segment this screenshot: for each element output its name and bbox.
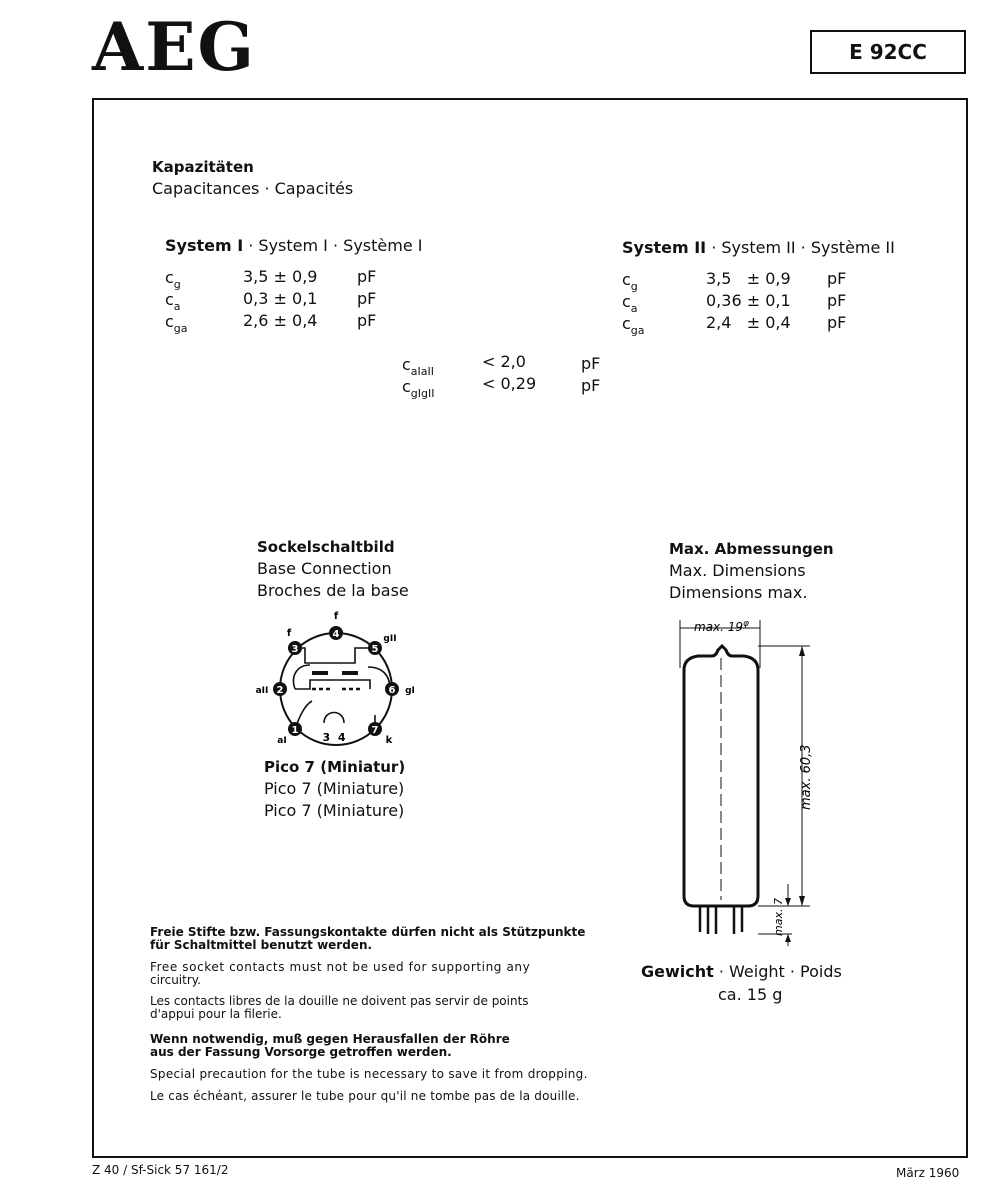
system1-row-ca-symbol: $c_a$ [165,290,181,313]
dimensions-title-fr: Dimensions max. [669,583,808,602]
system2-heading-rest: · System II · Système II [706,238,895,257]
system2-row-cga-unit: pF [827,313,847,332]
svg-text:6: 6 [388,685,396,696]
system1-row-cga-unit: pF [357,311,377,330]
pin-3 [287,628,302,655]
tube-type-box: E 92CC [810,30,966,74]
pin-6 [385,682,415,696]
system2-row-ca-unit: pF [827,291,847,310]
note1-en-line2: circuitry. [150,973,201,987]
base-title-de: Sockelschaltbild [257,538,395,556]
svg-text:aII: aII [255,686,269,696]
inter-row-gg-unit: pF [581,376,601,395]
note2-de-line2: aus der Fassung Vorsorge getroffen werden. [150,1045,452,1059]
socket-name-de: Pico 7 (Miniatur) [264,758,406,776]
inter-row-gg-symbol: $c_{gIgII}$ [402,377,435,400]
capacitances-title-de: Kapazitäten [152,158,254,176]
system1-row-cga-symbol: $c_{ga}$ [165,312,188,335]
inner-pin-label: 3 4 [322,731,346,744]
inter-row-aa-unit: pF [581,354,601,373]
diameter-label: max. $19^\varphi$ [694,619,749,634]
grid-I [312,671,328,675]
capacitances-title-en-fr: Capacitances · Capacités [152,179,354,198]
weight-heading-rest: · Weight · Poids [713,962,842,981]
inter-row-gg-value: < 0,29 [482,374,537,393]
system2-heading-bold: System II [622,238,707,257]
tube-pins [700,906,742,934]
system1-row-ca-value: 0,3 ± 0,1 [243,289,318,308]
svg-text:2: 2 [276,685,284,696]
note1-fr-line2: d'appui pour la filerie. [150,1007,282,1021]
system1-heading [165,236,422,255]
system1-row-ca-unit: pF [357,289,377,308]
system2-row-cg-symbol: $c_g$ [622,270,638,293]
system2-row-cga-value: 2,4 ± 0,4 [706,313,791,332]
svg-text:4: 4 [332,629,340,640]
electrode-lines [293,648,390,729]
system2-heading [622,238,895,257]
tube-outline-drawing [660,610,820,950]
svg-text:3: 3 [291,644,299,655]
system2-row-ca-value: 0,36 ± 0,1 [706,291,791,310]
pin-1 [277,722,302,746]
brand-logo: AEG [92,8,256,86]
dimensions-title-en: Max. Dimensions [669,561,806,580]
base-title-fr: Broches de la base [257,581,409,600]
svg-text:f: f [286,628,292,639]
svg-text:gII: gII [383,634,397,644]
svg-text:gI: gI [405,686,415,696]
system1-row-cg-unit: pF [357,267,377,286]
note1-de-line1: Freie Stifte bzw. Fassungskontakte dürfen nicht als Stützpunkte [150,925,586,939]
weight-value: ca. 15 g [718,985,783,1004]
pin-length-label: max. 7 [772,898,785,936]
grid-II [342,671,358,675]
system2-row-cg-unit: pF [827,269,847,288]
svg-text:k: k [385,735,393,746]
svg-text:1: 1 [291,725,299,736]
pin-4 [329,611,343,640]
socket-name-fr: Pico 7 (Miniature) [264,801,405,820]
note1-fr-line1: Les contacts libres de la douille ne doivent pas servir de points [150,994,529,1008]
socket-name-en: Pico 7 (Miniature) [264,779,405,798]
system1-heading-bold: System I [165,236,244,255]
note1-de-line2: für Schaltmittel benutzt werden. [150,938,373,952]
footer-reference: Z 40 / Sf-Sick 57 161/2 [92,1163,229,1177]
svg-text:5: 5 [371,644,379,655]
pin-5 [368,634,397,655]
system1-heading-rest: · System I · Système I [243,236,423,255]
system2-row-ca-symbol: $c_a$ [622,292,638,315]
system1-row-cg-symbol: $c_g$ [165,268,181,291]
system2-row-cga-symbol: $c_{ga}$ [622,314,645,337]
system1-row-cg-value: 3,5 ± 0,9 [243,267,318,286]
inter-row-aa-value: < 2,0 [482,352,526,371]
note2-de-line1: Wenn notwendig, muß gegen Herausfallen der Röhre [150,1032,510,1046]
weight-heading-bold: Gewicht [641,962,714,981]
pin-7 [368,722,393,746]
svg-text:7: 7 [371,725,379,736]
weight-heading [641,962,842,981]
note1-en-line1: Free socket contacts must not be used for supporting any [150,960,531,974]
note2-fr: Le cas échéant, assurer le tube pour qu'il ne tombe pas de la douille. [150,1089,580,1103]
socket-diagram [250,605,430,755]
dimensions-title-de: Max. Abmessungen [669,540,834,558]
inter-row-aa-symbol: $c_{aIaII}$ [402,355,435,378]
footer-date: März 1960 [896,1166,960,1180]
height-label: max. 60,3 [799,744,814,810]
svg-text:aI: aI [277,736,287,746]
system2-row-cg-value: 3,5 ± 0,9 [706,269,791,288]
svg-text:f: f [333,611,339,622]
pin-2 [256,682,287,696]
base-title-en: Base Connection [257,559,392,578]
note2-en: Special precaution for the tube is necessary to save it from dropping. [150,1067,588,1081]
system1-row-cga-value: 2,6 ± 0,4 [243,311,318,330]
